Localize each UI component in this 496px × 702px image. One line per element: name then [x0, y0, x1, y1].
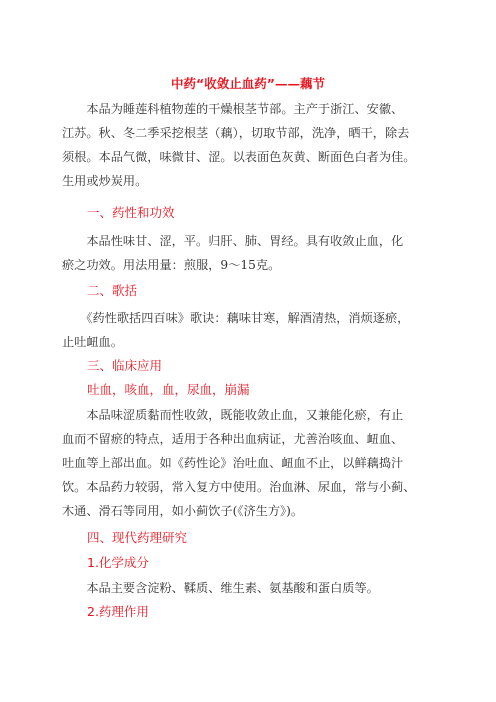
document-title: 中药“收敛止血药”——藕节 [171, 76, 325, 91]
clinical-subheading: 吐血，咳血，血，尿血，崩漏 [62, 382, 250, 397]
section3-line-5: 木通、滑石等同用，如小蓟饮子(《济生方》)。 [62, 504, 304, 518]
section2-line-1: 《药性歌括四百味》歌诀：藕味甘寒，解酒清热，消烦逐瘀， [62, 311, 410, 325]
intro-line-2: 江苏。秋、冬二季采挖根茎（藕），切取节部，洗净，晒干，除去 [62, 126, 410, 140]
intro-line-1: 本品为睡莲科植物莲的干燥根茎节部。主产于浙江、安徽、 [62, 102, 404, 116]
section2-line-2: 止吐衄血。 [62, 335, 123, 349]
section-heading-properties: 一、药性和功效 [62, 205, 175, 220]
section3-line-4: 饮。本品药力较弱，常入复方中使用。治血淋、尿血，常与小蓟、 [62, 480, 416, 494]
intro-line-4: 生用或炒炭用。 [62, 174, 148, 188]
section3-line-3: 吐血等上部出血。如《药性论》治吐血、衄血不止，以鲜藕捣汁 [62, 456, 404, 470]
section3-line-2: 血而不留瘀的特点，适用于各种出血病证，尤善治咳血、衄血、 [62, 432, 404, 446]
intro-line-3: 须根。本品气微，味微甘、涩。以表面色灰黄、断面色白者为佳。 [62, 150, 416, 164]
section-heading-pharmacology: 四、现代药理研究 [62, 530, 188, 545]
section1-line-2: 瘀之功效。用法用量：煎服，9～15克。 [62, 258, 281, 272]
subheading-chemical-composition: 1.化学成分 [62, 555, 149, 570]
section1-line-1: 本品性味甘、涩，平。归肝、肺、胃经。具有收敛止血，化 [62, 234, 404, 248]
subheading-pharmacological-action: 2.药理作用 [62, 604, 149, 619]
section-heading-clinical: 三、临床应用 [62, 358, 163, 373]
section3-line-1: 本品味涩质黏而性收敛，既能收敛止血，又兼能化瘀，有止 [62, 408, 404, 422]
section-heading-verse: 二、歌括 [62, 283, 138, 298]
chemical-composition-text: 本品主要含淀粉、鞣质、维生素、氨基酸和蛋白质等。 [62, 581, 379, 595]
